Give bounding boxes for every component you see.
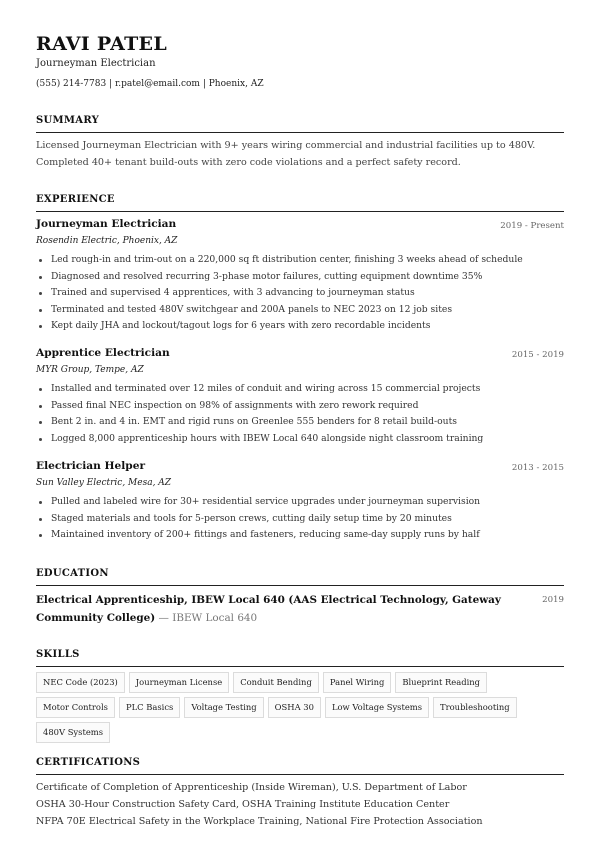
contact-phone: (555) 214-7783 [36, 79, 107, 89]
list-item: Kept daily JHA and lockout/tagout logs for 6 years with zero recordable incidents [36, 318, 564, 335]
job-title: Journeyman Electrician [36, 218, 177, 230]
job-title: Apprentice Electrician [36, 347, 170, 359]
section-heading-certifications: CERTIFICATIONS [36, 757, 564, 775]
list-item: Installed and terminated over 12 miles of conduit and wiring across 15 commercial projects [36, 381, 564, 398]
job-bullet-list [36, 252, 564, 335]
contact-separator: | [202, 79, 206, 89]
summary-text: Licensed Journeyman Electrician with 9+ years wiring commercial and industrial facilities up to 480V. Completed 40+ tenant build-outs with zero code violations and a perfect safety record. [36, 140, 536, 168]
section-heading-summary: SUMMARY [36, 115, 564, 133]
skill-tag: Low Voltage Systems [325, 697, 429, 718]
list-item: Led rough-in and trim-out on a 220,000 sq ft distribution center, finishing 3 weeks ahead of schedule [36, 252, 564, 269]
candidate-title: Journeyman Electrician [36, 58, 156, 69]
education-entry [36, 591, 506, 627]
section-heading-education: EDUCATION [36, 568, 564, 586]
list-item: Staged materials and tools for 5-person crews, cutting daily setup time by 20 minutes [36, 511, 564, 528]
contact-email: r.patel@email.com [114, 79, 200, 89]
candidate-name: RAVI PATEL [36, 33, 167, 55]
contact-separator: | [109, 79, 113, 89]
job-dates: 2015 - 2019 [511, 350, 564, 360]
education-degree: Electrical Apprenticeship, IBEW Local 640 (AAS Electrical Technology, Gateway Community College) [36, 594, 501, 624]
list-item: Maintained inventory of 200+ fittings and fasteners, reducing same-day supply runs by half [36, 527, 564, 544]
list-item: Trained and supervised 4 apprentices, with 3 advancing to journeyman status [36, 285, 564, 302]
list-item: Diagnosed and resolved recurring 3-phase motor failures, cutting equipment downtime 35% [36, 269, 564, 286]
skill-tag: Voltage Testing [184, 697, 263, 718]
contact-location: Phoenix, AZ [208, 79, 264, 89]
job-bullet-list [36, 494, 564, 544]
skill-tag: PLC Basics [119, 697, 180, 718]
education-school: — IBEW Local 640 [158, 612, 258, 624]
contact-line [36, 79, 264, 89]
certification-item: OSHA 30-Hour Construction Safety Card, OSHA Training Institute Education Center [36, 799, 450, 810]
job-company: Rosendin Electric, Phoenix, AZ [36, 236, 178, 246]
skill-tag: 480V Systems [36, 722, 110, 743]
list-item: Pulled and labeled wire for 30+ residential service upgrades under journeyman supervision [36, 494, 564, 511]
list-item: Passed final NEC inspection on 98% of assignments with zero rework required [36, 398, 564, 415]
job-company: Sun Valley Electric, Mesa, AZ [36, 478, 172, 488]
skill-tag: Conduit Bending [233, 672, 319, 693]
list-item: Bent 2 in. and 4 in. EMT and rigid runs on Greenlee 555 benders for 8 retail build-outs [36, 414, 564, 431]
list-item: Logged 8,000 apprenticeship hours with IBEW Local 640 alongside night classroom training [36, 431, 564, 448]
job-bullet-list [36, 381, 564, 447]
list-item: Terminated and tested 480V switchgear and 200A panels to NEC 2023 on 12 job sites [36, 302, 564, 319]
education-year: 2019 [542, 595, 564, 605]
skill-tag: NEC Code (2023) [36, 672, 125, 693]
job-company: MYR Group, Tempe, AZ [36, 365, 144, 375]
section-heading-skills: SKILLS [36, 649, 564, 667]
skill-tag: Motor Controls [36, 697, 115, 718]
job-title: Electrician Helper [36, 460, 146, 472]
skill-tag: Blueprint Reading [395, 672, 487, 693]
skill-tag: Troubleshooting [433, 697, 517, 718]
certification-item: Certificate of Completion of Apprenticeship (Inside Wireman), U.S. Department of Labor [36, 782, 467, 793]
job-dates: 2019 - Present [500, 221, 564, 231]
skill-tag: Panel Wiring [323, 672, 392, 693]
certification-item: NFPA 70E Electrical Safety in the Workplace Training, National Fire Protection Association [36, 816, 483, 827]
skill-tag: OSHA 30 [268, 697, 321, 718]
skill-tag: Journeyman License [129, 672, 229, 693]
section-heading-experience: EXPERIENCE [36, 194, 564, 212]
job-dates: 2013 - 2015 [511, 463, 564, 473]
skills-list [36, 672, 564, 743]
